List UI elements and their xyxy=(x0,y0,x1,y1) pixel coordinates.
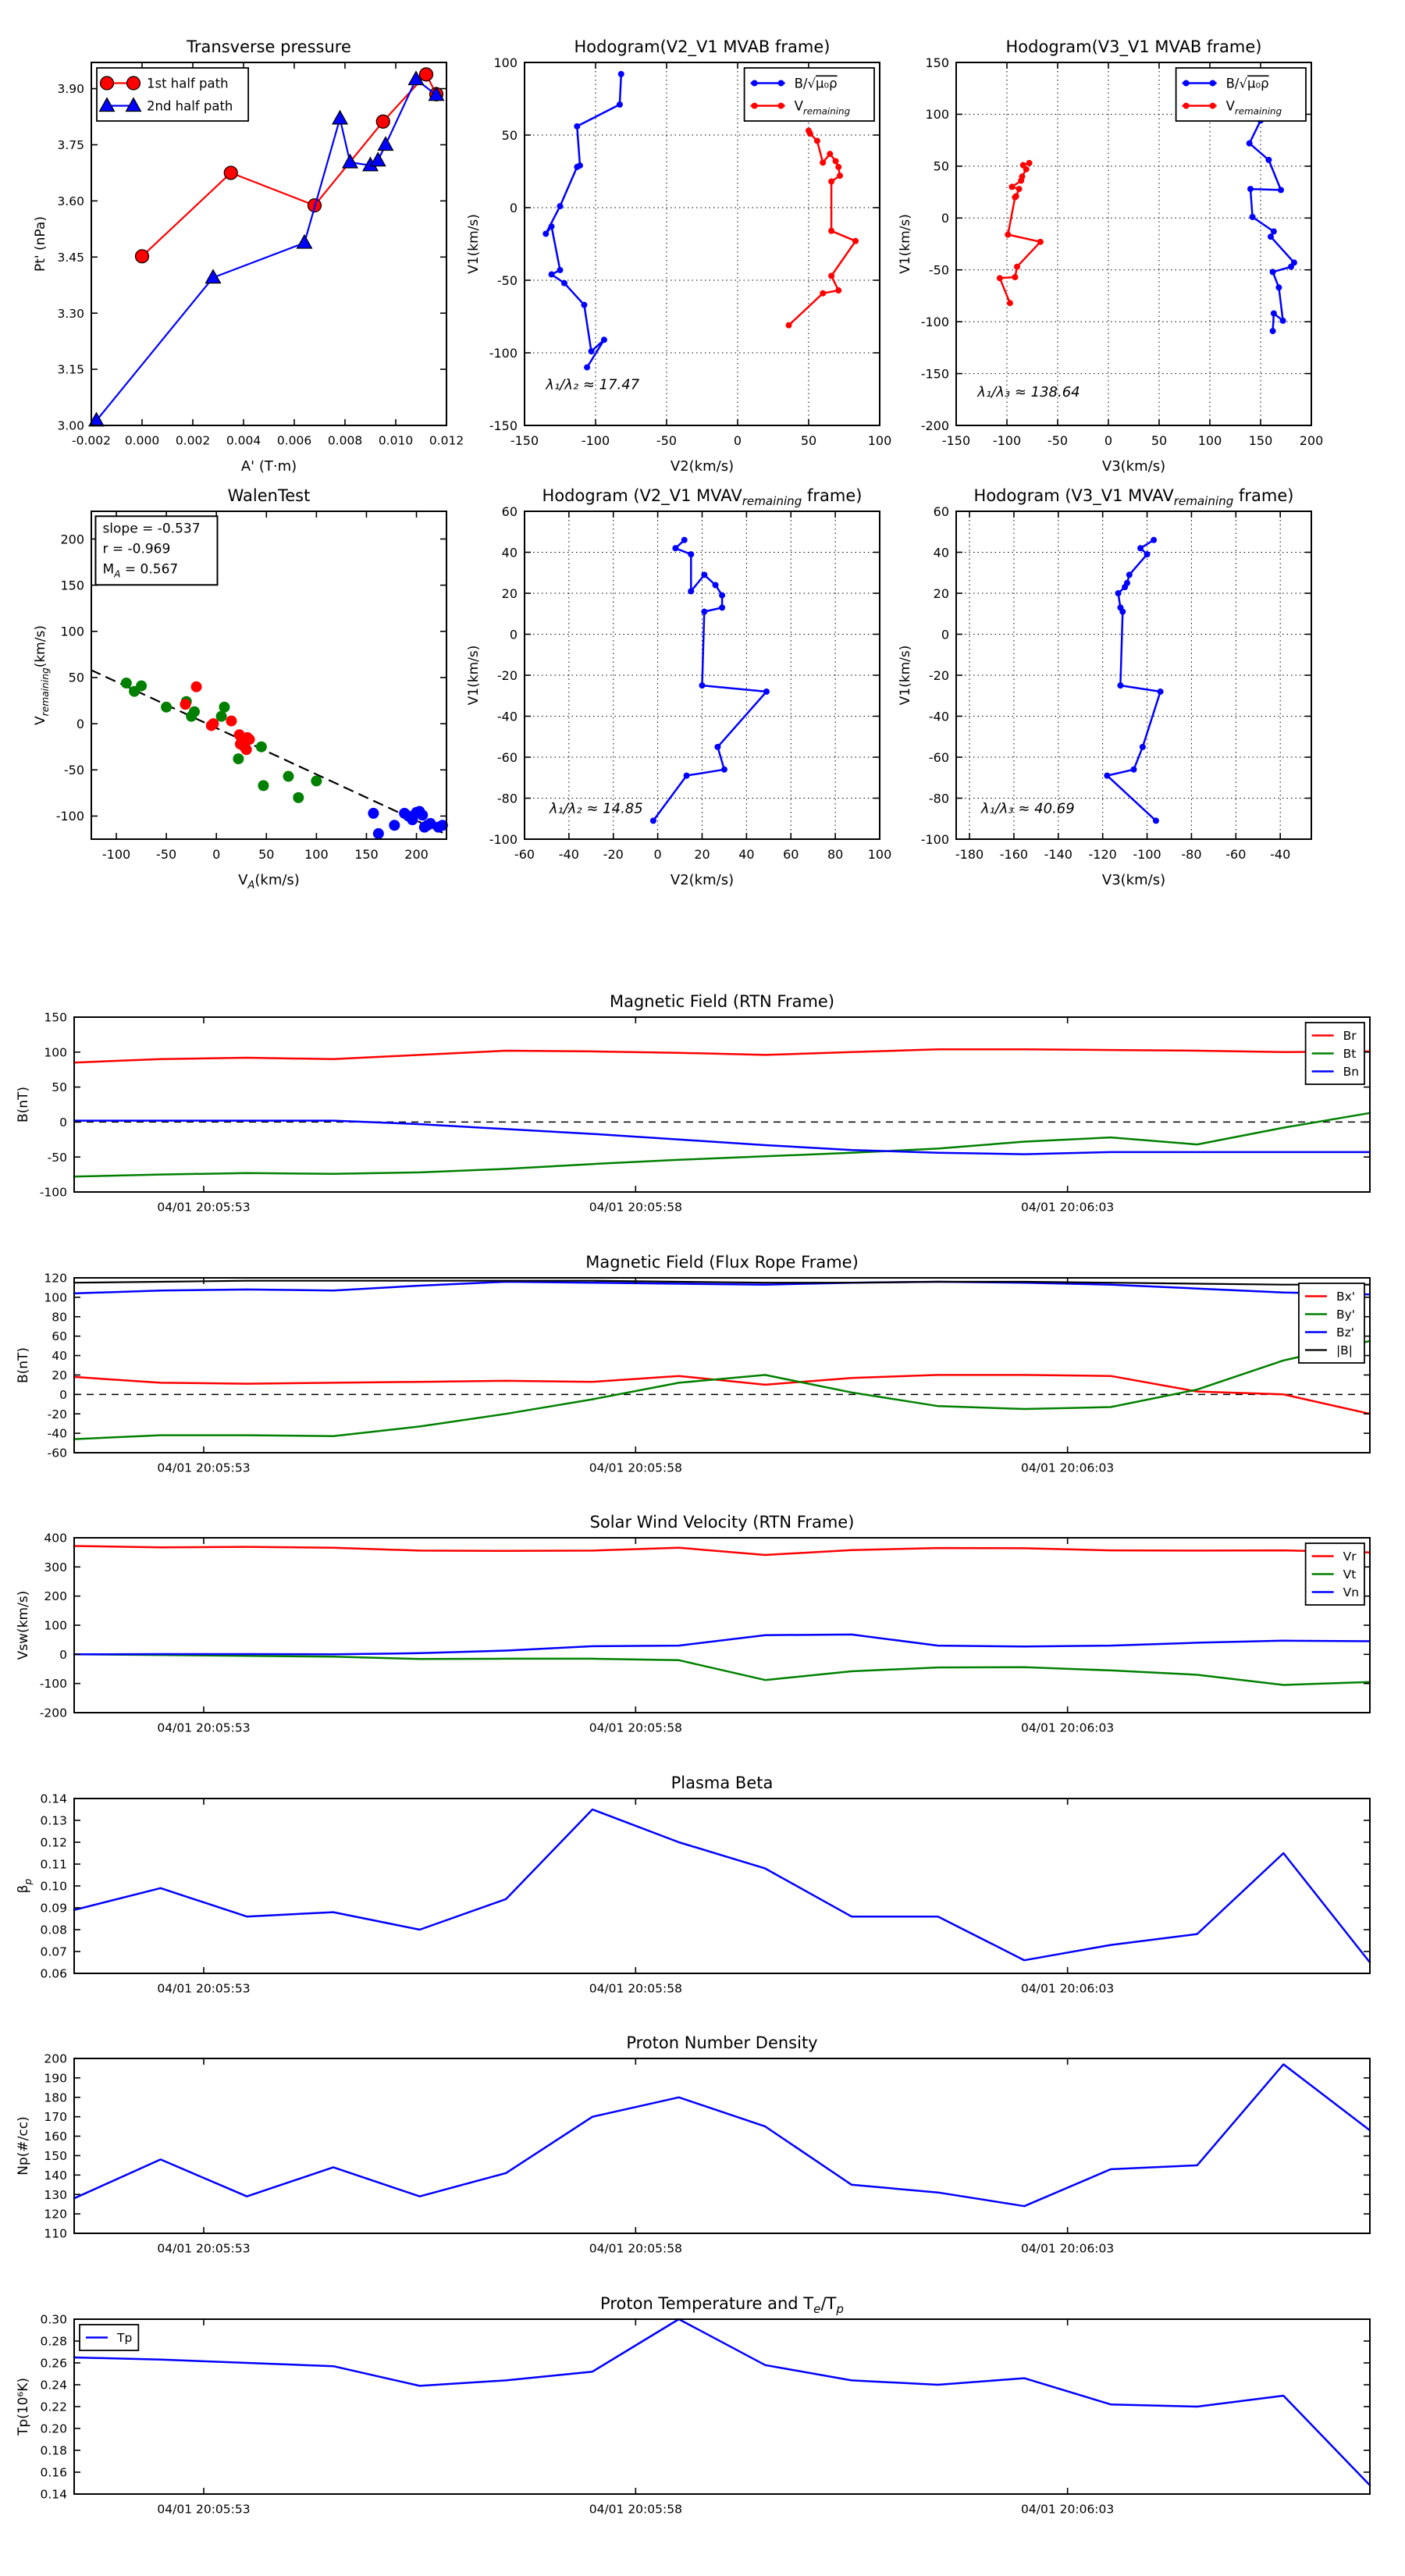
x-tick-label: 150 xyxy=(354,847,379,862)
y-tick-label: -100 xyxy=(489,831,518,847)
x-tick-label: 04/01 20:05:53 xyxy=(157,1461,251,1475)
chart-hodogram-v2v1-mvab xyxy=(446,23,919,491)
y-tick-label: 100 xyxy=(44,1045,67,1060)
x-tick-label: 04/01 20:06:03 xyxy=(1021,1461,1115,1475)
legend-label: Vn xyxy=(1343,1585,1360,1600)
y-tick-label: 190 xyxy=(44,2071,67,2086)
y-tick-label: 80 xyxy=(52,1310,67,1325)
y-tick-label: -40 xyxy=(47,1426,67,1441)
chart-title: Hodogram(V2_V1 MVAB frame) xyxy=(574,37,831,56)
y-tick-label: -100 xyxy=(489,345,518,361)
y-tick-label: 200 xyxy=(44,1589,67,1604)
y-axis-label: V1(km/s) xyxy=(898,214,913,274)
y-tick-label: 0.24 xyxy=(40,2378,67,2393)
y-tick-label: 100 xyxy=(44,1618,67,1633)
y-tick-label: -150 xyxy=(920,366,949,382)
x-tick-label: -50 xyxy=(156,847,177,862)
chart-title: Transverse pressure xyxy=(187,37,351,56)
y-tick-label: -200 xyxy=(39,1706,67,1720)
y-tick-label: 20 xyxy=(933,585,949,601)
y-tick-label: 0.30 xyxy=(40,2312,67,2327)
legend-label: $V_{remaining}$ xyxy=(794,98,851,117)
y-tick-label: 100 xyxy=(60,624,84,639)
plasma-beta-svg xyxy=(0,1759,1405,2036)
y-tick-label: -60 xyxy=(928,749,949,765)
x-tick-label: -60 xyxy=(514,847,535,862)
chart-title: Hodogram(V3_V1 MVAB frame) xyxy=(1005,37,1262,56)
y-tick-label: 50 xyxy=(52,1080,67,1095)
x-tick-label: 0 xyxy=(733,433,742,448)
x-tick-label: 50 xyxy=(258,847,275,862)
y-tick-label: -40 xyxy=(928,709,949,724)
y-tick-label: -100 xyxy=(39,1185,67,1200)
y-tick-label: 100 xyxy=(925,107,949,123)
y-tick-label: 0 xyxy=(59,1115,67,1130)
y-axis-label: Pt' (nPa) xyxy=(33,216,48,272)
proton-temperature-svg xyxy=(0,2280,1405,2556)
y-tick-label: 50 xyxy=(68,670,84,685)
y-tick-label: 0.12 xyxy=(40,1835,67,1850)
y-tick-label: 0.11 xyxy=(40,1857,67,1872)
x-tick-label: 100 xyxy=(867,847,892,862)
y-tick-label: 130 xyxy=(44,2187,67,2202)
chart-title: Hodogram (V3_V1 $MVAV_{remaining}$ frame) xyxy=(973,486,1294,508)
y-tick-label: 110 xyxy=(44,2226,67,2241)
chart-hodogram-v3v1-mvav xyxy=(878,472,1350,905)
x-tick-label: 04/01 20:06:03 xyxy=(1021,1200,1115,1215)
y-tick-label: -80 xyxy=(496,791,518,806)
y-tick-label: 3.15 xyxy=(57,362,84,377)
y-axis-label: V1(km/s) xyxy=(466,645,482,706)
walen-test-svg xyxy=(13,472,486,902)
chart-proton-temperature xyxy=(0,2280,1405,2560)
y-tick-label: 100 xyxy=(44,1290,67,1305)
x-tick-label: 0.002 xyxy=(175,433,211,448)
x-tick-label: 20 xyxy=(694,847,710,862)
y-tick-label: 3.30 xyxy=(57,306,84,321)
y-tick-label: -60 xyxy=(47,1446,67,1461)
y-tick-label: 3.45 xyxy=(57,250,84,265)
chart-title: Hodogram (V2_V1 $MVAV_{remaining}$ frame) xyxy=(542,486,863,508)
x-tick-label: -40 xyxy=(558,847,579,862)
x-tick-label: -100 xyxy=(1133,847,1161,862)
legend-label: Bn xyxy=(1343,1065,1360,1080)
stats-box xyxy=(95,516,217,585)
legend-label: $V_{remaining}$ xyxy=(1225,98,1282,117)
y-tick-label: 0.26 xyxy=(40,2356,67,2371)
x-axis-label: V2(km/s) xyxy=(670,872,735,888)
x-tick-label: 04/01 20:05:58 xyxy=(589,2502,682,2517)
hodogram-v3v1-mvab-svg xyxy=(878,23,1350,488)
hodogram-v3v1-mvav-svg xyxy=(878,472,1350,902)
y-tick-label: -100 xyxy=(55,809,84,824)
x-tick-label: 0.006 xyxy=(276,433,312,448)
chart-solar-wind-velocity xyxy=(0,1499,1405,1778)
y-tick-label: -100 xyxy=(39,1677,67,1692)
y-tick-label: 0.08 xyxy=(40,1923,67,1937)
y-tick-label: 0.06 xyxy=(40,1966,67,1981)
y-tick-label: 0.20 xyxy=(40,2421,67,2436)
legend-label: By' xyxy=(1336,1308,1356,1322)
x-tick-label: 04/01 20:05:53 xyxy=(157,1200,251,1215)
y-tick-label: -40 xyxy=(496,709,518,724)
x-tick-label: -100 xyxy=(992,433,1022,448)
x-tick-label: -160 xyxy=(999,847,1029,862)
x-tick-label: 50 xyxy=(800,433,817,448)
x-axis-label: V3(km/s) xyxy=(1101,872,1166,888)
transverse-pressure-svg xyxy=(13,23,486,488)
y-tick-label: 0.07 xyxy=(40,1944,67,1959)
y-axis-label: V1(km/s) xyxy=(466,214,482,274)
legend-label: Vt xyxy=(1343,1567,1357,1582)
y-tick-label: -150 xyxy=(489,418,518,433)
x-tick-label: 04/01 20:06:03 xyxy=(1021,2502,1115,2517)
x-tick-label: -100 xyxy=(101,847,131,862)
y-tick-label: 50 xyxy=(501,127,518,143)
y-tick-label: 200 xyxy=(44,2051,67,2066)
x-tick-label: 50 xyxy=(1151,433,1168,448)
x-tick-label: 0 xyxy=(1104,433,1113,448)
y-tick-label: 0.14 xyxy=(40,1791,67,1806)
x-tick-label: -180 xyxy=(955,847,984,862)
y-tick-label: 170 xyxy=(44,2110,67,2125)
annotation-text: λ₁/λ₂ ≈ 17.47 xyxy=(546,376,640,393)
chart-plasma-beta xyxy=(0,1759,1405,2039)
x-tick-label: 04/01 20:05:58 xyxy=(589,1720,682,1735)
x-tick-label: 200 xyxy=(404,847,429,862)
x-tick-label: 0.010 xyxy=(378,433,414,448)
y-tick-label: 0 xyxy=(941,627,949,642)
x-tick-label: -50 xyxy=(1047,433,1069,448)
chart-proton-number-density xyxy=(0,2019,1405,2299)
chart-title: WalenTest xyxy=(227,486,311,505)
y-tick-label: 0.09 xyxy=(40,1901,67,1916)
x-tick-label: 04/01 20:05:53 xyxy=(157,2502,251,2517)
legend-label: Bx' xyxy=(1336,1290,1356,1304)
legend-label: Tp xyxy=(117,2331,133,2346)
y-tick-label: 3.75 xyxy=(57,138,84,153)
x-axis-label: $V_A(km/s)$ xyxy=(238,872,300,891)
chart-magnetic-field-rtn xyxy=(0,978,1405,1258)
legend xyxy=(80,2325,138,2350)
x-axis-label: A' (T·m) xyxy=(240,458,297,475)
y-tick-label: -50 xyxy=(496,272,518,288)
legend xyxy=(1299,1283,1364,1363)
x-tick-label: 04/01 20:05:58 xyxy=(589,1200,682,1215)
x-tick-label: 04/01 20:06:03 xyxy=(1021,2241,1115,2256)
chart-title: Solar Wind Velocity (RTN Frame) xyxy=(589,1513,855,1532)
magnetic-field-rtn-svg xyxy=(0,978,1405,1254)
legend xyxy=(1306,1023,1364,1084)
x-tick-label: -150 xyxy=(941,433,971,448)
y-tick-label: -20 xyxy=(496,667,518,683)
annotation-text: λ₁/λ₂ ≈ 14.85 xyxy=(549,800,643,817)
y-tick-label: -100 xyxy=(920,314,949,329)
x-tick-label: 100 xyxy=(867,433,892,448)
chart-hodogram-v2v1-mvav xyxy=(446,472,919,905)
x-tick-label: 200 xyxy=(1299,433,1324,448)
chart-title: Magnetic Field (RTN Frame) xyxy=(609,992,835,1011)
chart-walen-test xyxy=(13,472,486,905)
y-tick-label: -50 xyxy=(928,262,949,278)
x-tick-label: -0.002 xyxy=(72,433,111,448)
chart-title: Plasma Beta xyxy=(670,1774,774,1792)
x-tick-label: -100 xyxy=(581,433,610,448)
y-tick-label: -50 xyxy=(63,763,84,778)
x-tick-label: 04/01 20:05:58 xyxy=(589,1981,682,1996)
y-axis-label: Np(#/cc) xyxy=(16,2116,31,2176)
y-tick-label: 0 xyxy=(59,1387,67,1402)
chart-title: Proton Number Density xyxy=(626,2033,818,2052)
y-axis-label: V1(km/s) xyxy=(898,645,913,706)
x-tick-label: 0 xyxy=(653,847,662,862)
y-tick-label: 150 xyxy=(925,55,949,70)
y-tick-label: 20 xyxy=(501,585,518,601)
y-tick-label: 3.00 xyxy=(57,418,84,433)
y-tick-label: 40 xyxy=(933,545,949,560)
x-tick-label: 04/01 20:05:58 xyxy=(589,1461,682,1475)
y-axis-label: B(nT) xyxy=(16,1086,31,1123)
y-tick-label: 160 xyxy=(44,2129,67,2144)
hodogram-v2v1-mvav-svg xyxy=(446,472,919,902)
x-tick-label: 0.004 xyxy=(226,433,261,448)
x-tick-label: 04/01 20:05:58 xyxy=(589,2241,682,2256)
stats-line: r = -0.969 xyxy=(102,541,171,557)
x-tick-label: 150 xyxy=(1248,433,1273,448)
chart-transverse-pressure xyxy=(13,23,486,491)
solar-wind-velocity-svg xyxy=(0,1499,1405,1775)
x-tick-label: 0 xyxy=(212,847,221,862)
annotation-text: λ₁/λ₃ ≈ 138.64 xyxy=(977,383,1080,400)
annotation-text: λ₁/λ₃ ≈ 40.69 xyxy=(980,800,1075,817)
x-tick-label: 04/01 20:05:53 xyxy=(157,1981,251,1996)
x-tick-label: -40 xyxy=(1270,847,1291,862)
x-tick-label: 04/01 20:05:53 xyxy=(157,1720,251,1735)
y-tick-label: 60 xyxy=(933,503,949,519)
y-tick-label: 120 xyxy=(44,2207,67,2222)
y-tick-label: 40 xyxy=(501,545,518,560)
stats-line: $M_A = 0.567$ xyxy=(102,561,179,580)
y-tick-label: -20 xyxy=(928,667,949,683)
legend xyxy=(745,68,874,121)
x-tick-label: -20 xyxy=(603,847,624,862)
y-tick-label: 3.90 xyxy=(57,82,84,97)
y-tick-label: 0.13 xyxy=(40,1813,67,1828)
x-tick-label: -140 xyxy=(1044,847,1072,862)
x-tick-label: 04/01 20:06:03 xyxy=(1021,1981,1115,1996)
x-tick-label: 100 xyxy=(1197,433,1222,448)
y-tick-label: 60 xyxy=(501,503,518,519)
y-tick-label: 40 xyxy=(52,1349,67,1364)
x-tick-label: 100 xyxy=(304,847,329,862)
y-tick-label: 0.16 xyxy=(40,2465,67,2480)
legend-label: Bt xyxy=(1343,1047,1357,1062)
x-axis-label: V2(km/s) xyxy=(670,458,735,475)
y-tick-label: -50 xyxy=(47,1150,67,1165)
magnetic-field-flux-rope-svg xyxy=(0,1239,1405,1515)
y-tick-label: 400 xyxy=(44,1531,67,1546)
y-tick-label: 0.28 xyxy=(40,2334,67,2349)
y-tick-label: 150 xyxy=(60,578,84,593)
x-tick-label: -80 xyxy=(1181,847,1202,862)
y-tick-label: 140 xyxy=(44,2168,67,2183)
y-axis-label: $V_{remaining}(km/s)$ xyxy=(33,625,51,725)
legend-label: 2nd half path xyxy=(147,98,233,114)
chart-hodogram-v3v1-mvab xyxy=(878,23,1350,491)
x-tick-label: -50 xyxy=(656,433,678,448)
legend xyxy=(97,68,248,121)
y-tick-label: -20 xyxy=(47,1407,67,1421)
x-tick-label: 0.008 xyxy=(327,433,363,448)
x-tick-label: 60 xyxy=(783,847,799,862)
y-tick-label: 150 xyxy=(44,2149,67,2164)
y-tick-label: 0 xyxy=(509,627,518,642)
y-tick-label: 0.14 xyxy=(40,2487,67,2502)
y-tick-label: 200 xyxy=(60,532,84,547)
y-tick-label: 0 xyxy=(941,211,949,226)
legend-label: B/√μ₀ρ xyxy=(1225,76,1269,91)
y-tick-label: 0.18 xyxy=(40,2443,67,2458)
y-tick-label: -200 xyxy=(920,418,949,433)
chart-title: Magnetic Field (Flux Rope Frame) xyxy=(585,1253,859,1272)
x-axis-label: V3(km/s) xyxy=(1101,458,1166,475)
legend xyxy=(1306,1543,1364,1605)
y-tick-label: 60 xyxy=(52,1329,67,1344)
y-axis-label: Vsw(km/s) xyxy=(16,1590,31,1660)
chart-title: Proton Temperature and $T_e/T_p$ xyxy=(600,2294,844,2316)
y-tick-label: 0.10 xyxy=(40,1879,67,1894)
y-tick-label: 20 xyxy=(52,1368,67,1383)
y-tick-label: 180 xyxy=(44,2090,67,2105)
y-tick-label: 300 xyxy=(44,1560,67,1574)
x-tick-label: 0.012 xyxy=(429,433,464,448)
x-tick-label: -120 xyxy=(1088,847,1117,862)
y-tick-label: 0 xyxy=(76,716,84,731)
y-tick-label: 100 xyxy=(493,55,518,70)
x-tick-label: 04/01 20:05:53 xyxy=(157,2241,251,2256)
y-tick-label: 150 xyxy=(44,1010,67,1025)
y-tick-label: -100 xyxy=(920,831,949,847)
legend-label: |B| xyxy=(1336,1343,1353,1358)
x-tick-label: 80 xyxy=(827,847,844,862)
legend-label: Br xyxy=(1343,1029,1357,1044)
legend-label: Bz' xyxy=(1336,1325,1354,1340)
y-axis-label: B(nT) xyxy=(16,1347,31,1384)
x-tick-label: -60 xyxy=(1225,847,1247,862)
proton-number-density-svg xyxy=(0,2019,1405,2296)
y-tick-label: 0.22 xyxy=(40,2400,67,2414)
legend-label: B/√μ₀ρ xyxy=(794,76,838,91)
legend xyxy=(1176,68,1306,121)
x-tick-label: -150 xyxy=(510,433,539,448)
y-axis-label: Tp(10⁶K) xyxy=(16,2377,31,2436)
y-tick-label: 0 xyxy=(509,200,518,215)
y-axis-label: $\beta_p$ xyxy=(16,1878,34,1894)
chart-magnetic-field-flux-rope xyxy=(0,1239,1405,1518)
y-tick-label: 3.60 xyxy=(57,194,84,208)
y-tick-label: 0 xyxy=(59,1647,67,1662)
legend-label: Vr xyxy=(1343,1550,1357,1564)
y-tick-label: 50 xyxy=(933,158,949,174)
stats-line: slope = -0.537 xyxy=(102,521,201,537)
y-tick-label: 120 xyxy=(44,1271,67,1286)
x-tick-label: 0.000 xyxy=(124,433,160,448)
legend-label: 1st half path xyxy=(147,76,229,91)
x-tick-label: 40 xyxy=(738,847,755,862)
y-tick-label: -80 xyxy=(928,791,949,806)
x-tick-label: 04/01 20:06:03 xyxy=(1021,1720,1115,1735)
y-tick-label: -60 xyxy=(496,749,518,765)
hodogram-v2v1-mvab-svg xyxy=(446,23,919,488)
